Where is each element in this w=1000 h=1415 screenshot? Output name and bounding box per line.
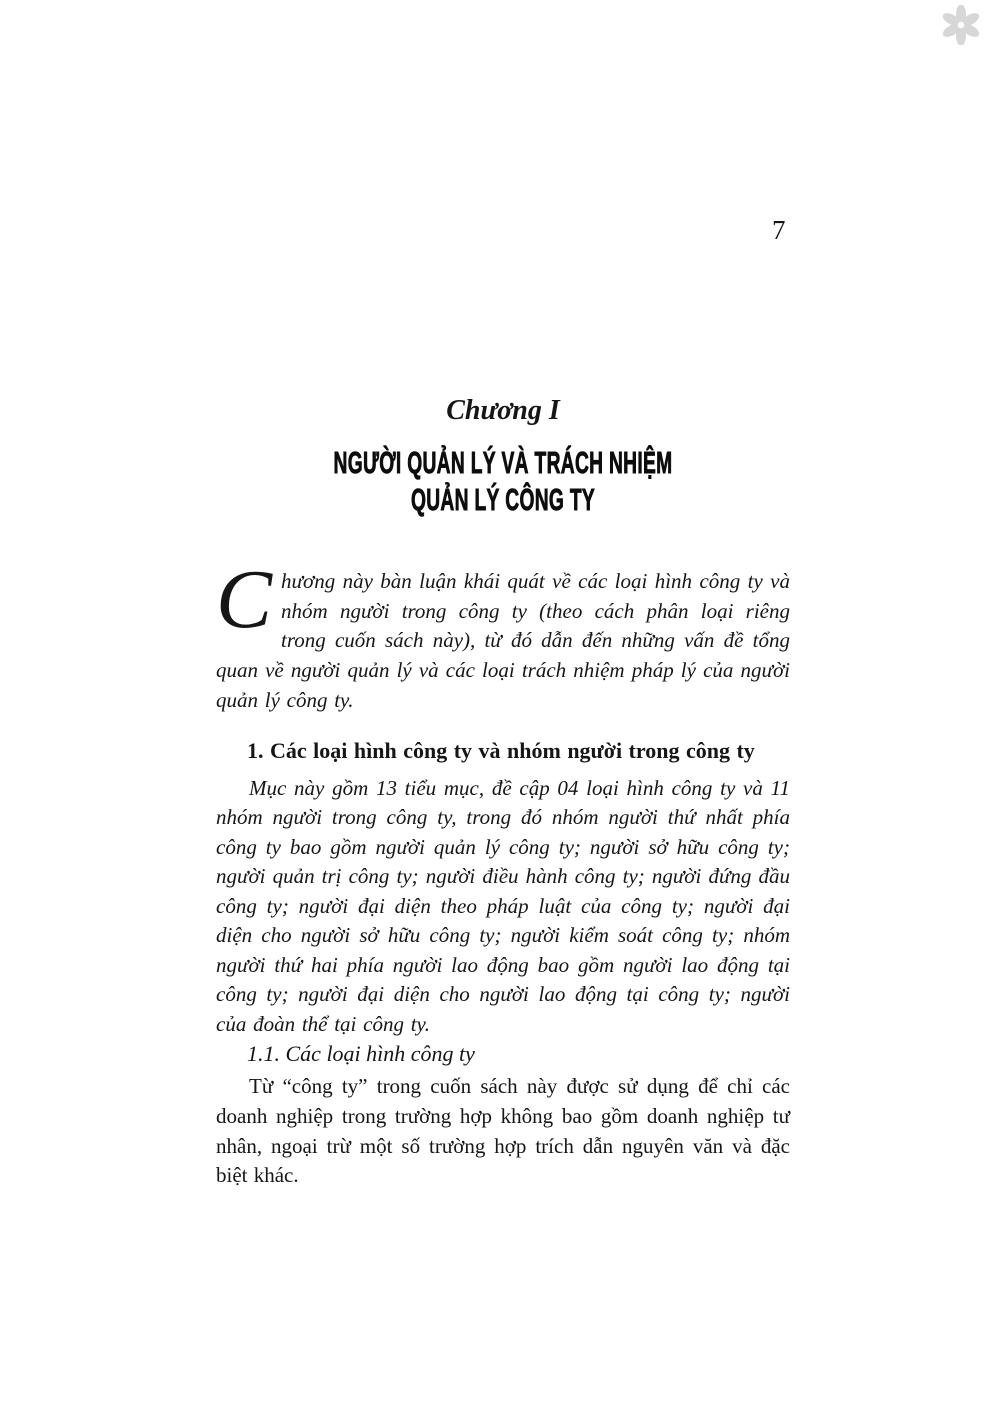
chapter-title xyxy=(216,444,790,518)
section-1-1-heading: 1.1. Các loại hình công ty xyxy=(247,1041,475,1067)
flower-icon xyxy=(942,5,980,45)
drop-cap: C xyxy=(216,553,273,646)
chapter-title-line-2: QUẢN LÝ CÔNG TY xyxy=(410,482,596,517)
intro-paragraph xyxy=(216,553,790,716)
chapter-label: Chương I xyxy=(446,395,560,426)
section-1-body: Mục này gồm 13 tiểu mục, đề cập 04 loại hình công ty và 11 nhóm người trong công ty, trong đó nhóm người thứ nhất phía công ty bao gồm người quản lý công ty; người sở hữu công ty; người quản trị công ty; người điều hành công ty; người đứng đầu công ty; người đại diện theo pháp luật của công ty; người đại diện cho người sở hữu công ty; người kiểm soát công ty; nhóm người thứ hai phía người lao động bao gồm người lao động tại công ty; người đại diện cho người lao động tại công ty; người của đoàn thể tại công ty. xyxy=(216,775,790,1036)
page-body xyxy=(216,0,790,1191)
section-1-1-body: Từ “công ty” trong cuốn sách này được sử dụng để chỉ các doanh nghiệp trong trường hợp không bao gồm doanh nghiệp tư nhân, ngoại trừ một số trường hợp trích dẫn nguyên văn và đặc biệt khác. xyxy=(216,1074,790,1188)
chapter-title-line-1: NGƯỜI QUẢN LÝ VÀ TRÁCH NHIỆM xyxy=(333,445,673,480)
section-1-heading: 1. Các loại hình công ty và nhóm người trong công ty xyxy=(247,737,755,763)
intro-paragraph-text: hương này bàn luận khái quát về các loại hình công ty và nhóm người trong công ty (theo cách phân loại riêng trong cuốn sách này), từ đó dẫn đến những vấn đề tổng quan về người quản lý và các loại trách nhiệm pháp lý của người quản lý công ty. xyxy=(216,569,790,712)
page-number: 7 xyxy=(772,215,786,245)
